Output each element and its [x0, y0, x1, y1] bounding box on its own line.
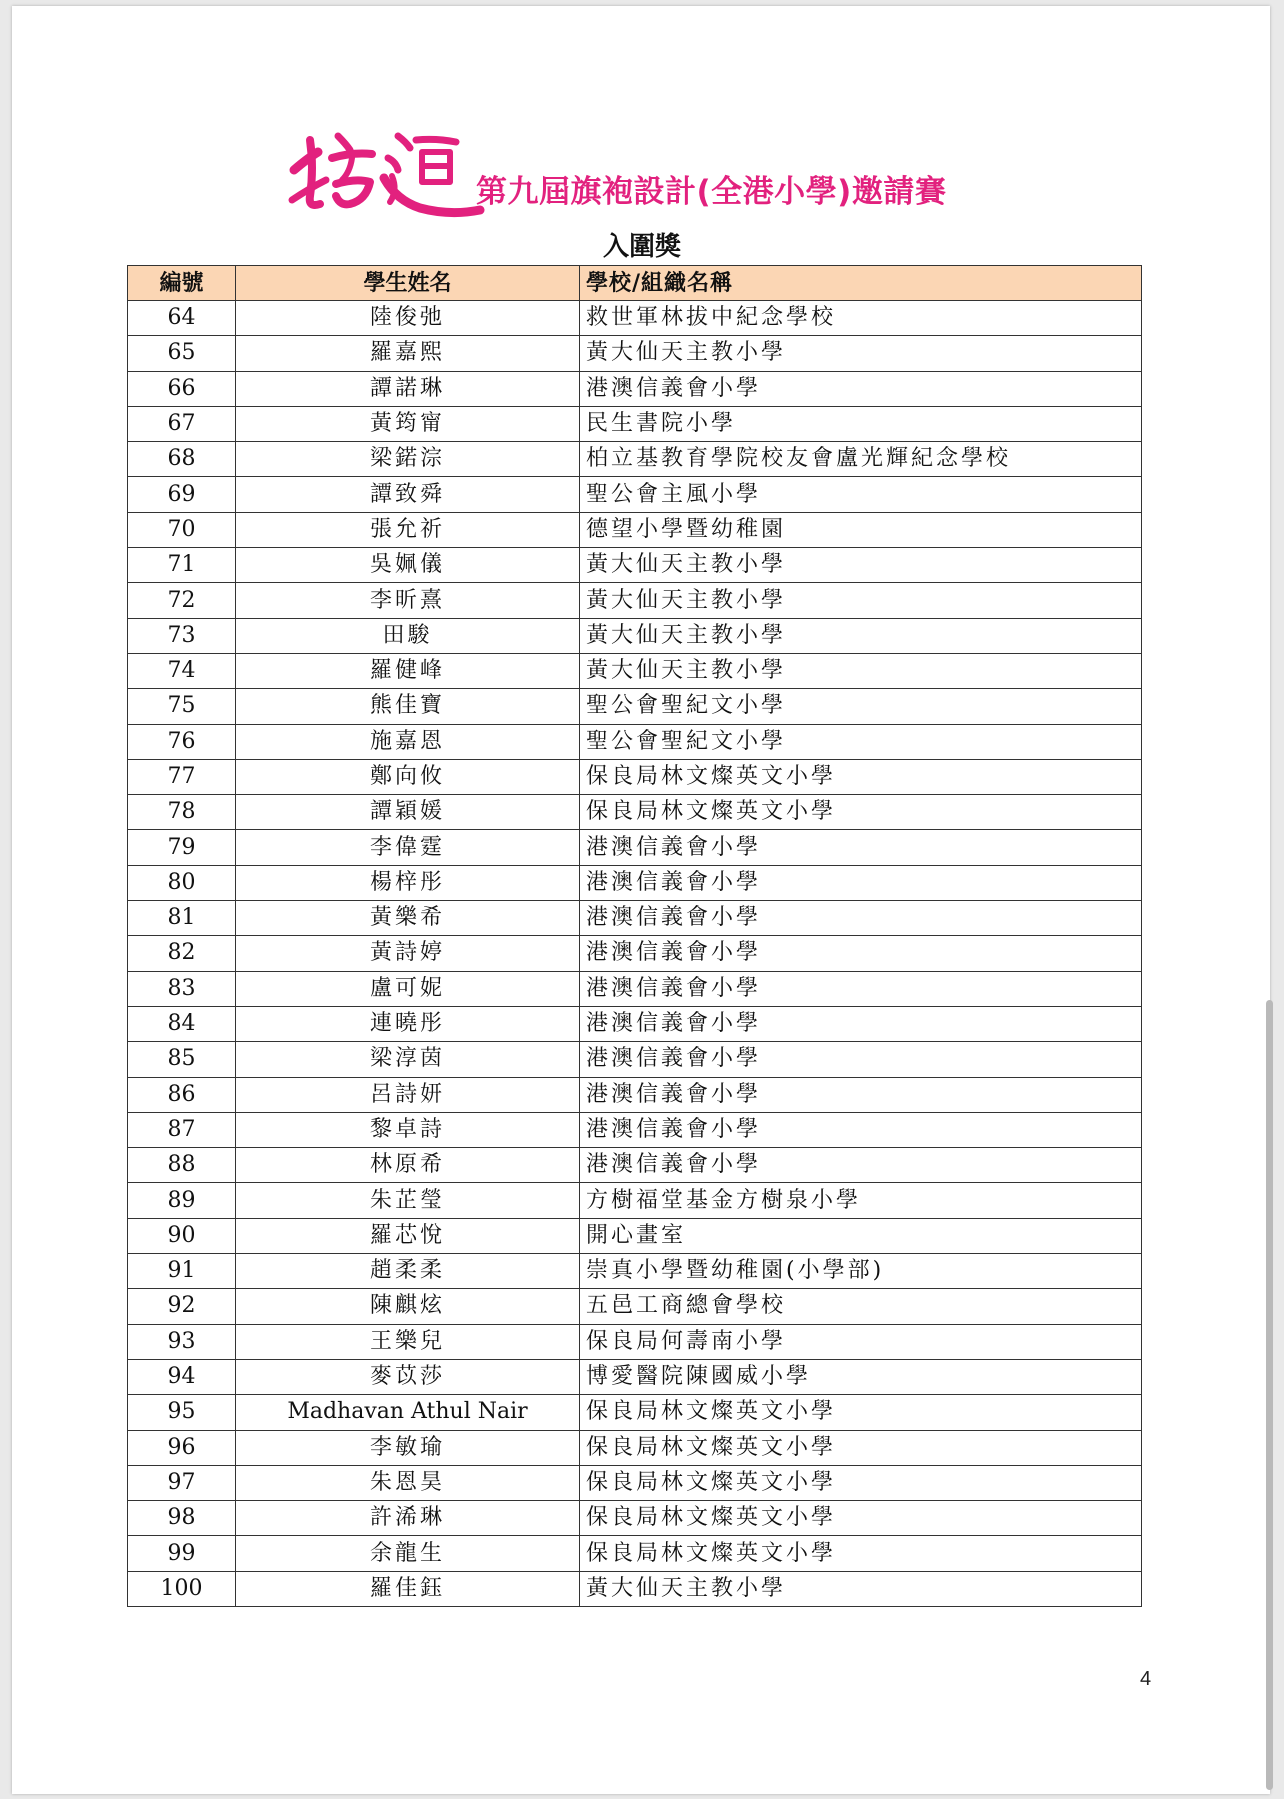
table-row [128, 1430, 1142, 1465]
school-name: 港澳信義會小學 [580, 1042, 1142, 1077]
table-header-row [128, 266, 1142, 301]
school-name: 方樹福堂基金方樹泉小學 [580, 1183, 1142, 1218]
student-name: 陳麒炫 [236, 1289, 580, 1324]
school-name: 聖公會聖紀文小學 [580, 724, 1142, 759]
school-name: 黃大仙天主教小學 [580, 653, 1142, 688]
table-row [128, 1571, 1142, 1606]
row-number: 67 [128, 406, 236, 441]
row-number: 94 [128, 1359, 236, 1394]
student-name: 羅佳鈺 [236, 1571, 580, 1606]
table-row [128, 1148, 1142, 1183]
table-row [128, 901, 1142, 936]
table-row [128, 1183, 1142, 1218]
table-row [128, 1042, 1142, 1077]
student-name: 吳姵儀 [236, 548, 580, 583]
section-title: 入圍獎 [602, 232, 681, 262]
row-number: 64 [128, 301, 236, 336]
table-row [128, 865, 1142, 900]
student-name: 趙柔柔 [236, 1254, 580, 1289]
row-number: 90 [128, 1218, 236, 1253]
student-name: 羅健峰 [236, 653, 580, 688]
school-name: 保良局林文燦英文小學 [580, 759, 1142, 794]
table-row [128, 1218, 1142, 1253]
table-row [128, 477, 1142, 512]
row-number: 93 [128, 1324, 236, 1359]
student-name: 朱恩昊 [236, 1465, 580, 1500]
table-row [128, 1254, 1142, 1289]
school-name: 黃大仙天主教小學 [580, 618, 1142, 653]
student-name: 譚諾琳 [236, 371, 580, 406]
table-row [128, 971, 1142, 1006]
student-name: 李昕熹 [236, 583, 580, 618]
table-row [128, 724, 1142, 759]
student-name: 譚穎媛 [236, 795, 580, 830]
student-name: Madhavan Athul Nair [236, 1395, 580, 1430]
table-row [128, 1077, 1142, 1112]
row-number: 97 [128, 1465, 236, 1500]
table-row [128, 830, 1142, 865]
table-row [128, 1501, 1142, 1536]
student-name: 黃筠甯 [236, 406, 580, 441]
row-number: 73 [128, 618, 236, 653]
table-row [128, 548, 1142, 583]
student-name: 施嘉恩 [236, 724, 580, 759]
table-row [128, 936, 1142, 971]
school-name: 開心畫室 [580, 1218, 1142, 1253]
row-number: 68 [128, 442, 236, 477]
row-number: 96 [128, 1430, 236, 1465]
document-header [280, 118, 946, 228]
table-row [128, 301, 1142, 336]
school-name: 港澳信義會小學 [580, 1006, 1142, 1041]
row-number: 77 [128, 759, 236, 794]
table-row [128, 512, 1142, 547]
school-name: 黃大仙天主教小學 [580, 1571, 1142, 1606]
row-number: 98 [128, 1501, 236, 1536]
school-name: 港澳信義會小學 [580, 865, 1142, 900]
row-number: 76 [128, 724, 236, 759]
student-name: 王樂兒 [236, 1324, 580, 1359]
row-number: 92 [128, 1289, 236, 1324]
school-name: 港澳信義會小學 [580, 901, 1142, 936]
table-row [128, 1465, 1142, 1500]
row-number: 78 [128, 795, 236, 830]
row-number: 95 [128, 1395, 236, 1430]
row-number: 75 [128, 689, 236, 724]
table-row [128, 759, 1142, 794]
school-name: 聖公會主風小學 [580, 477, 1142, 512]
table-row [128, 442, 1142, 477]
student-name: 朱芷瑩 [236, 1183, 580, 1218]
student-name: 鄭向攸 [236, 759, 580, 794]
student-name: 余龍生 [236, 1536, 580, 1571]
school-name: 民生書院小學 [580, 406, 1142, 441]
table-row [128, 583, 1142, 618]
table-body [128, 301, 1142, 1607]
row-number: 85 [128, 1042, 236, 1077]
school-name: 黃大仙天主教小學 [580, 583, 1142, 618]
school-name: 博愛醫院陳國威小學 [580, 1359, 1142, 1394]
row-number: 74 [128, 653, 236, 688]
row-number: 79 [128, 830, 236, 865]
row-number: 87 [128, 1112, 236, 1147]
student-name: 梁鍩淙 [236, 442, 580, 477]
row-number: 84 [128, 1006, 236, 1041]
school-name: 黃大仙天主教小學 [580, 336, 1142, 371]
page-number: 4 [1140, 1668, 1152, 1690]
column-header-number: 編號 [128, 266, 236, 301]
row-number: 72 [128, 583, 236, 618]
competition-title: 第九屆旗袍設計(全港小學)邀請賽 [476, 173, 947, 210]
table-row [128, 1112, 1142, 1147]
row-number: 86 [128, 1077, 236, 1112]
school-name: 保良局林文燦英文小學 [580, 1536, 1142, 1571]
table-row [128, 1289, 1142, 1324]
student-name: 田駿 [236, 618, 580, 653]
table-row [128, 653, 1142, 688]
row-number: 100 [128, 1571, 236, 1606]
student-name: 陸俊弛 [236, 301, 580, 336]
table-row [128, 1324, 1142, 1359]
pui-to-logo [280, 118, 490, 228]
school-name: 港澳信義會小學 [580, 971, 1142, 1006]
student-name: 盧可妮 [236, 971, 580, 1006]
table-row [128, 371, 1142, 406]
school-name: 港澳信義會小學 [580, 936, 1142, 971]
row-number: 71 [128, 548, 236, 583]
row-number: 89 [128, 1183, 236, 1218]
scrollbar[interactable] [1266, 1000, 1273, 1790]
school-name: 保良局林文燦英文小學 [580, 1430, 1142, 1465]
row-number: 80 [128, 865, 236, 900]
row-number: 66 [128, 371, 236, 406]
school-name: 崇真小學暨幼稚園(小學部) [580, 1254, 1142, 1289]
row-number: 69 [128, 477, 236, 512]
school-name: 港澳信義會小學 [580, 830, 1142, 865]
awardee-table [127, 265, 1142, 1607]
school-name: 保良局林文燦英文小學 [580, 795, 1142, 830]
school-name: 保良局林文燦英文小學 [580, 1501, 1142, 1536]
school-name: 港澳信義會小學 [580, 371, 1142, 406]
student-name: 麥苡莎 [236, 1359, 580, 1394]
school-name: 聖公會聖紀文小學 [580, 689, 1142, 724]
table-row [128, 1006, 1142, 1041]
school-name: 保良局林文燦英文小學 [580, 1465, 1142, 1500]
row-number: 99 [128, 1536, 236, 1571]
student-name: 羅嘉熙 [236, 336, 580, 371]
student-name: 楊梓彤 [236, 865, 580, 900]
row-number: 81 [128, 901, 236, 936]
column-header-student-name: 學生姓名 [236, 266, 580, 301]
table-row [128, 1536, 1142, 1571]
table-row [128, 689, 1142, 724]
school-name: 港澳信義會小學 [580, 1148, 1142, 1183]
student-name: 林原希 [236, 1148, 580, 1183]
table-row [128, 618, 1142, 653]
school-name: 黃大仙天主教小學 [580, 548, 1142, 583]
school-name: 救世軍林拔中紀念學校 [580, 301, 1142, 336]
school-name: 德望小學暨幼稚園 [580, 512, 1142, 547]
row-number: 83 [128, 971, 236, 1006]
column-header-school: 學校/組織名稱 [580, 266, 1142, 301]
student-name: 梁淳茵 [236, 1042, 580, 1077]
student-name: 李偉霆 [236, 830, 580, 865]
student-name: 連曉彤 [236, 1006, 580, 1041]
student-name: 許浠琳 [236, 1501, 580, 1536]
school-name: 保良局何壽南小學 [580, 1324, 1142, 1359]
school-name: 五邑工商總會學校 [580, 1289, 1142, 1324]
student-name: 熊佳寶 [236, 689, 580, 724]
student-name: 黃樂希 [236, 901, 580, 936]
student-name: 羅芯悅 [236, 1218, 580, 1253]
student-name: 黃詩婷 [236, 936, 580, 971]
school-name: 港澳信義會小學 [580, 1077, 1142, 1112]
student-name: 呂詩妍 [236, 1077, 580, 1112]
student-name: 譚致舜 [236, 477, 580, 512]
table-row [128, 336, 1142, 371]
school-name: 保良局林文燦英文小學 [580, 1395, 1142, 1430]
table-row [128, 1359, 1142, 1394]
table-row [128, 406, 1142, 441]
table-row [128, 1395, 1142, 1430]
row-number: 82 [128, 936, 236, 971]
row-number: 91 [128, 1254, 236, 1289]
student-name: 黎卓詩 [236, 1112, 580, 1147]
table-row [128, 795, 1142, 830]
row-number: 88 [128, 1148, 236, 1183]
school-name: 港澳信義會小學 [580, 1112, 1142, 1147]
row-number: 70 [128, 512, 236, 547]
student-name: 張允祈 [236, 512, 580, 547]
student-name: 李敏瑜 [236, 1430, 580, 1465]
row-number: 65 [128, 336, 236, 371]
school-name: 柏立基教育學院校友會盧光輝紀念學校 [580, 442, 1142, 477]
